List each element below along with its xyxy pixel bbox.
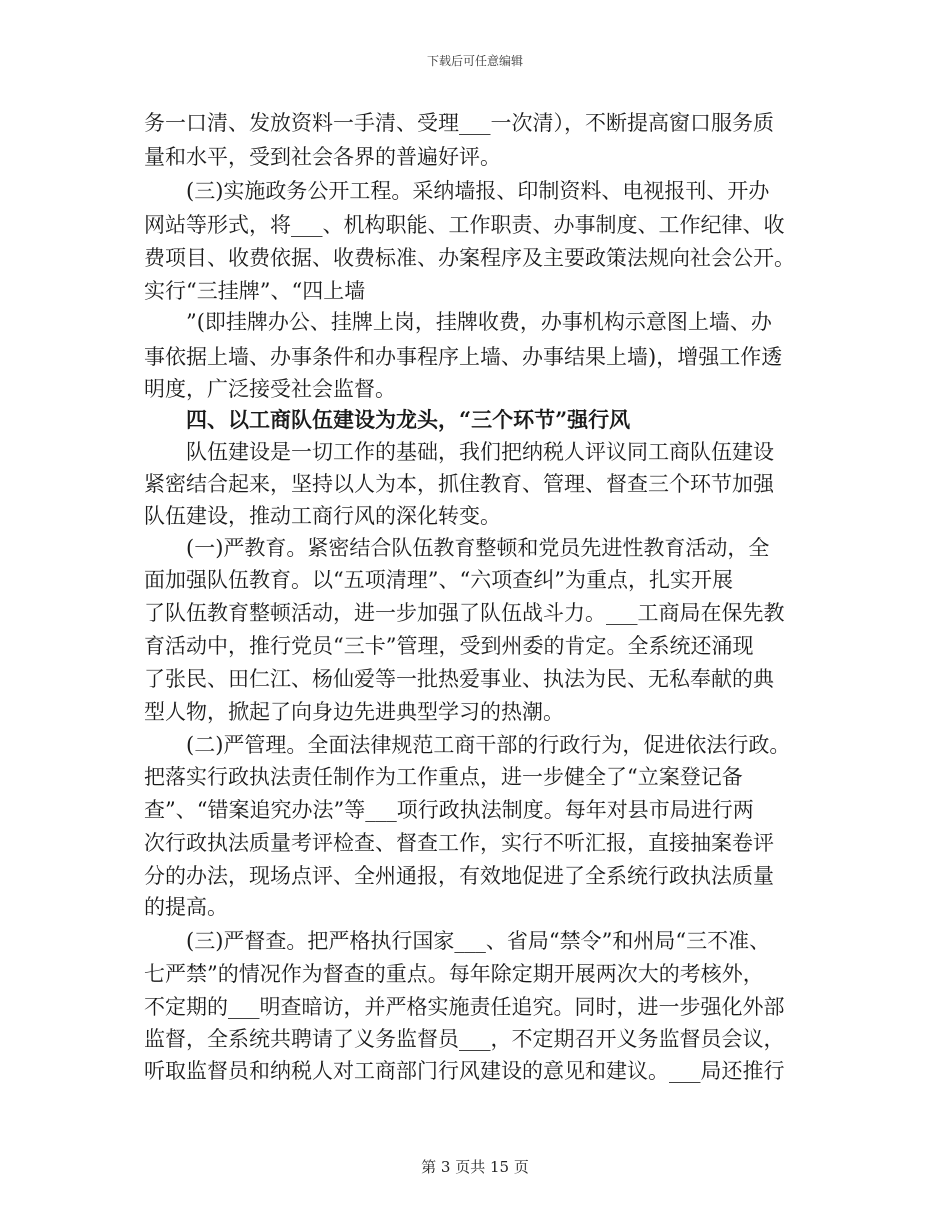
text-line: 队伍建设，推动工商行风的深化转变。 bbox=[144, 504, 501, 528]
text-line: 明度，广泛接受社会监督。 bbox=[144, 377, 396, 401]
text-line: 查”、“错案追究办法”等___项行政执法制度。每年对县市局进行两 bbox=[144, 798, 754, 822]
text-line: 事依据上墙、办事条件和办事程序上墙、办事结果上墙)，增强工作透 bbox=[144, 345, 783, 369]
text-line: (三)实施政务公开工程。采纳墙报、印制资料、电视报刊、开办 bbox=[186, 179, 770, 203]
text-line: 听取监督员和纳税人对工商部门行风建设的意见和建议。___局还推行 bbox=[144, 1059, 785, 1083]
text-line: 分的办法，现场点评、全州通报，有效地促进了全系统行政执法质量 bbox=[144, 864, 774, 888]
text-line: 队伍建设是一切工作的基础，我们把纳税人评议同工商队伍建设 bbox=[186, 440, 774, 464]
page-header: 下载后可任意编辑 bbox=[426, 54, 523, 68]
text-line: 费项目、收费依据、收费标准、办案程序及主要政策法规向社会公开。 bbox=[144, 246, 795, 270]
text-line: 了张民、田仁江、杨仙爱等一批热爱事业、执法为民、无私奉献的典 bbox=[144, 667, 774, 691]
text-line: 不定期的___明查暗访，并严格实施责任追究。同时，进一步强化外部 bbox=[144, 995, 785, 1019]
text-line: 七严禁”的情况作为督查的重点。每年除定期开展两次大的考核外， bbox=[144, 962, 764, 986]
text-line: (二)严管理。全面法律规范工商干部的行政行为，促进依法行政。 bbox=[186, 733, 791, 757]
text-line: (一)严教育。紧密结合队伍教育整顿和党员先进性教育活动，全 bbox=[186, 536, 770, 560]
text-line: 务一口清、发放资料一手清、受理___一次清），不断提高窗口服务质 bbox=[144, 111, 774, 135]
text-line: 把落实行政执法责任制作为工作重点，进一步健全了“立案登记备 bbox=[144, 765, 743, 789]
text-line: 网站等形式，将___、机构职能、工作职责、办事制度、工作纪律、收 bbox=[144, 213, 785, 237]
text-line: 育活动中，推行党员“三卡”管理，受到州委的肯定。全系统还涌现 bbox=[144, 634, 754, 658]
text-line: 量和水平，受到社会各界的普遍好评。 bbox=[144, 145, 501, 169]
text-line: 面加强队伍教育。以“五项清理”、“六项查纠”为重点，扎实开展 bbox=[144, 568, 733, 592]
text-line: (三)严督查。把严格执行国家___、省局“禁令”和州局“三不准、 bbox=[186, 929, 771, 953]
page-number: 第 3 页共 15 页 bbox=[421, 1158, 529, 1176]
text-line: 型人物，掀起了向身边先进典型学习的热潮。 bbox=[144, 700, 564, 724]
text-line: 次行政执法质量考评检查、督查工作，实行不听汇报，直接抽案卷评 bbox=[144, 831, 774, 855]
section-heading: 四、以工商队伍建设为龙头，“三个环节”强行风 bbox=[186, 407, 631, 432]
text-line: 监督，全系统共聘请了义务监督员___，不定期召开义务监督员会议， bbox=[144, 1027, 785, 1051]
text-line: 紧密结合起来，坚持以人为本，抓住教育、管理、督查三个环节加强 bbox=[144, 472, 774, 496]
text-line: ”(即挂牌办公、挂牌上岗，挂牌收费，办事机构示意图上墙、办 bbox=[186, 310, 772, 334]
text-line: 实行“三挂牌”、“四上墙 bbox=[144, 279, 366, 303]
text-line: 的提高。 bbox=[144, 895, 228, 919]
text-line: 了队伍教育整顿活动，进一步加强了队伍战斗力。___工商局在保先教 bbox=[144, 601, 785, 625]
